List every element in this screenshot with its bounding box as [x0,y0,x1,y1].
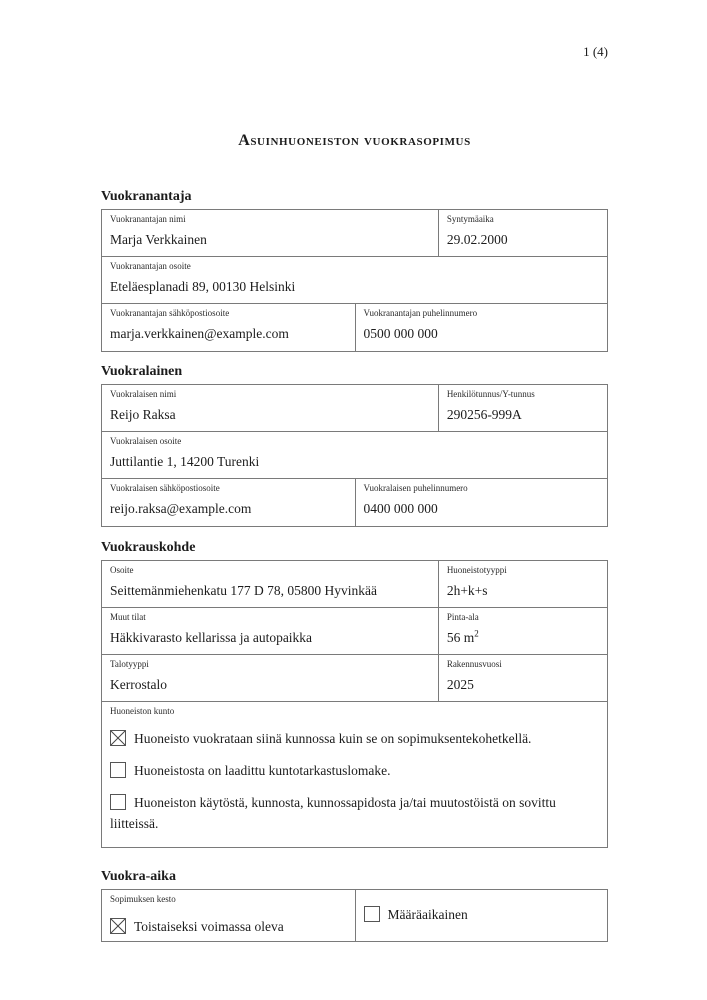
table-row [102,608,607,655]
field-landlord-phone [355,304,608,351]
duration-option-until-further-notice [110,916,347,937]
field-label: Vuokranantajan osoite [110,261,191,271]
option-label: Toistaiseksi voimassa oleva [134,919,284,934]
table-row [102,257,607,304]
field-label: Vuokranantajan puhelinnumero [363,308,478,318]
field-tenant-name [102,385,438,431]
field-label: Vuokranantajan sähköpostiosoite [110,308,230,318]
table-row [102,304,607,351]
option-label: Huoneistosta on laadittu kuntotarkastuslomake. [134,763,391,778]
table-vuokranantaja [101,209,608,352]
floor-area-value: 56 m [446,630,475,645]
field-label: Rakennusvuosi [446,659,502,669]
field-value: 29.02.2000 [446,232,508,247]
checkbox-fixed-term-icon[interactable] [364,906,380,922]
field-label: Henkilötunnus/Y-tunnus [446,389,535,399]
table-row [102,890,607,941]
field-label: Osoite [110,565,134,575]
checkbox-agreed-in-appendices-icon[interactable] [110,794,126,810]
field-value: 0400 000 000 [363,501,438,516]
checkbox-condition-as-is-icon[interactable] [110,730,126,746]
table-row [102,385,607,432]
section-heading-vuokralainen: Vuokralainen [101,364,183,379]
field-building-type [102,655,438,701]
field-label: Talotyyppi [110,659,149,669]
field-label: Huoneistotyyppi [446,565,507,575]
table-row [102,479,607,526]
document-content [0,131,707,942]
table-vuokralainen [101,384,608,527]
table-vuokrauskohde [101,560,608,848]
field-build-year [438,655,607,701]
field-value: 2025 [446,677,474,692]
table-row [102,702,607,847]
field-label: Huoneiston kunto [110,706,175,716]
field-value: Marja Verkkainen [110,232,207,247]
field-tenant-email [102,479,355,526]
field-landlord-address [102,257,607,303]
table-row [102,210,607,257]
document-title: Asuinhuoneiston vuokrasopimus [238,132,471,149]
section-heading-vuokranantaja: Vuokranantaja [101,189,192,204]
table-vuokra-aika [101,889,608,942]
page-number: 1 (4) [583,44,608,59]
field-floor-area [438,608,607,654]
field-other-spaces [102,608,438,654]
field-value [447,629,599,647]
field-fixed-term [355,890,608,941]
field-label: Vuokralaisen osoite [110,436,182,446]
floor-area-superscript: 2 [474,628,479,639]
field-tenant-phone [355,479,608,526]
field-value: 0500 000 000 [363,326,438,341]
field-apartment-type [438,561,607,607]
condition-option-as-is [110,728,599,749]
checkbox-inspection-form-icon[interactable] [110,762,126,778]
option-label: Huoneisto vuokrataan siinä kunnossa kuin se on sopimuksentekohetkellä. [134,731,532,746]
field-apartment-condition [102,702,607,847]
field-tenant-address [102,432,607,478]
field-label: Vuokralaisen sähköpostiosoite [110,483,220,493]
section-heading-vuokrauskohde: Vuokrauskohde [101,540,196,555]
field-value: Kerrostalo [110,677,167,692]
checkbox-until-further-notice-icon[interactable] [110,918,126,934]
field-contract-duration [102,890,355,941]
field-label: Syntymäaika [446,214,494,224]
field-value: Häkkivarasto kellarissa ja autopaikka [110,630,313,645]
condition-option-agreed-in-appendices [110,792,599,834]
field-landlord-name [102,210,438,256]
option-label: Määräaikainen [387,907,468,922]
field-label: Muut tilat [110,612,146,622]
field-label: Vuokranantajan nimi [110,214,186,224]
field-landlord-email [102,304,355,351]
field-tenant-id [438,385,607,431]
field-value: Reijo Raksa [110,407,176,422]
field-value: Eteläesplanadi 89, 00130 Helsinki [110,279,296,294]
field-value: 290256-999A [446,407,522,422]
option-label: Huoneiston käytöstä, kunnosta, kunnossapidosta ja/tai muutostöistä on sovittu liitteissä. [110,795,556,831]
condition-option-inspection-form [110,760,599,781]
field-value: Juttilantie 1, 14200 Turenki [110,454,260,469]
field-landlord-birthdate [438,210,607,256]
field-value: marja.verkkainen@example.com [110,326,289,341]
field-label: Vuokralaisen puhelinnumero [363,483,468,493]
duration-option-fixed-term [364,904,600,925]
field-label: Sopimuksen kesto [110,894,176,904]
field-label: Pinta-ala [446,612,479,622]
table-row [102,561,607,608]
table-row [102,655,607,702]
table-row [102,432,607,479]
field-value: Seittemänmiehenkatu 177 D 78, 05800 Hyvinkää [110,583,377,598]
field-label: Vuokralaisen nimi [110,389,177,399]
field-property-address [102,561,438,607]
field-value: reijo.raksa@example.com [110,501,252,516]
section-heading-vuokra-aika: Vuokra-aika [101,869,176,884]
field-value: 2h+k+s [446,583,488,598]
